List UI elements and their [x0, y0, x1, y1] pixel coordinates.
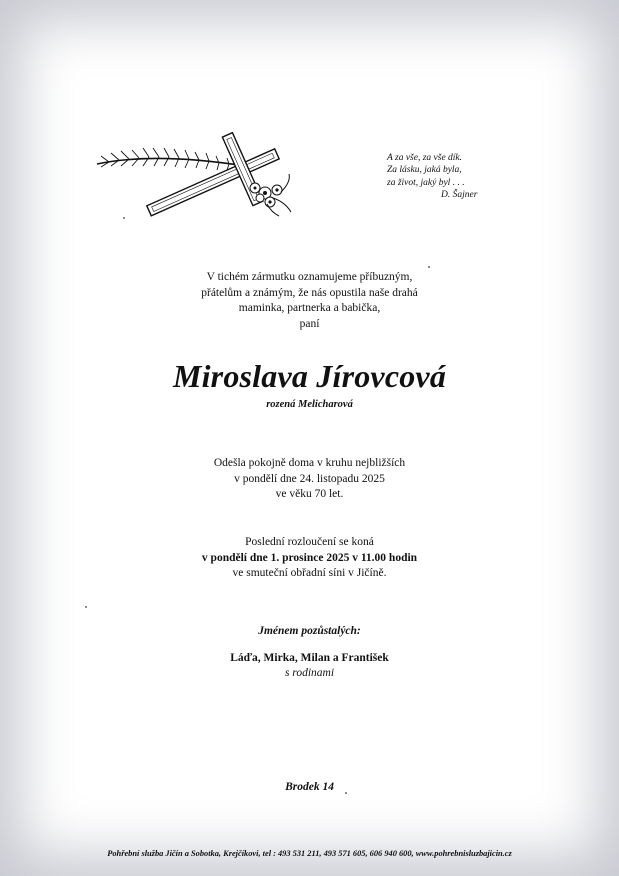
funeral-venue: ve smuteční obřadní síni v Jičíně.	[232, 567, 387, 579]
intro-line: V tichém zármutku oznamujeme příbuzným,	[206, 271, 413, 283]
quote-line: Za lásku, jaká byla,	[387, 165, 462, 176]
intro-line: maminka, partnerka a babička,	[238, 302, 381, 314]
scan-speck	[85, 606, 87, 608]
maiden-name: rozená Melicharová	[266, 399, 353, 410]
death-line: ve věku 70 let.	[275, 488, 344, 500]
intro-line: přátelům a známým, že nás opustila naše drahá	[201, 286, 418, 299]
scan-speck	[345, 792, 347, 794]
memorial-quote	[387, 152, 517, 202]
funeral-service-footer: Pohřební služba Jičín a Sobotka, Krejčíkovi, tel : 493 531 211, 493 571 605, 606 940 600, www.pohrebnisluzbajicin.cz	[107, 849, 512, 858]
funeral-details	[0, 535, 619, 582]
funeral-line: Poslední rozloučení se koná	[245, 536, 374, 548]
mourners-family: s rodinami	[284, 667, 335, 679]
quote-author: D. Šajner	[441, 190, 478, 201]
announcement-intro	[0, 270, 619, 332]
death-line: Odešla pokojně doma v kruhu nejbližších	[213, 457, 406, 469]
address: Brodek 14	[285, 781, 334, 793]
funeral-date: v pondělí dne 1. prosince 2025 v 11.00 hodin	[201, 551, 418, 564]
mourners-heading: Jménem pozůstalých:	[258, 625, 361, 637]
death-line: v pondělí dne 24. listopadu 2025	[234, 472, 385, 485]
intro-line: paní	[299, 317, 320, 330]
deceased-name: Miroslava Jírovcová	[172, 358, 447, 394]
scan-speck	[123, 217, 125, 219]
death-details	[0, 456, 619, 503]
cross-with-palm-branch-icon	[95, 132, 305, 222]
mourners-names: Láďa, Mirka, Milan a František	[230, 652, 389, 664]
quote-line: za život, jaký byl . . .	[387, 177, 465, 188]
quote-line: A za vše, za vše dík.	[387, 153, 463, 163]
scan-speck	[428, 266, 430, 268]
